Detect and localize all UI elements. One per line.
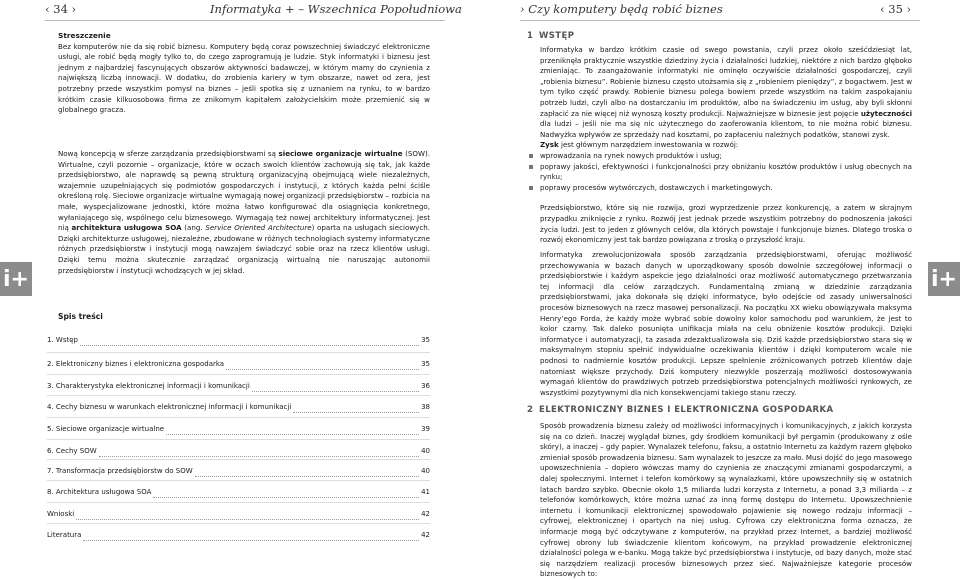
toc-item-label: 6. Cechy SOW bbox=[47, 447, 97, 455]
toc-title: Spis treści bbox=[58, 312, 103, 321]
toc-separator bbox=[47, 352, 430, 353]
toc-separator bbox=[47, 395, 430, 396]
left-page-number-prefix: ‹ bbox=[45, 2, 54, 16]
abstract-text: Bez komputerów nie da się robić biznesu. Komputery będą coraz powszechniej świadczyć elektroniczne usługi, ale robić będą mogły tylko to, do czego zaprogramują je ludzie. Styk informatyki i biznesu jest jednym z najbardziej fascynujących obszarów aktywności badawczej, w którym mamy do czynienia z największą liczbą innowacji. W dodatku, do zrobienia kariery w tym obszarze, nawet od zera, jest potrzebny przede wszystkim pomysł na biznes – jeśli spotka się z uznaniem na rynku, to w bardzo krótkim czasie kilkuosobowa firma ze znikomym kapitałem założycielskim może przemienić się w globalnego gracza. bbox=[58, 41, 430, 115]
toc-item[interactable] bbox=[47, 335, 430, 349]
left-page-header: ‹ 34 › bbox=[45, 2, 77, 16]
right-running-title: › Czy komputery będą robić biznes bbox=[520, 2, 723, 16]
section-2-heading: 2 ELEKTRONICZNY BIZNES I ELEKTRONICZNA GOSPODARKA bbox=[527, 405, 834, 415]
toc-leader bbox=[76, 509, 419, 520]
left-running-title: Informatyka + – Wszechnica Popołudniowa bbox=[210, 2, 462, 16]
toc-item-label: 2. Elektroniczny biznes i elektroniczna gospodarka bbox=[47, 360, 225, 368]
toc-item-page: 42 bbox=[421, 510, 430, 518]
toc-leader bbox=[226, 359, 419, 370]
list-item: poprawy jakości, efektywności i funkcjonalności przy obniżaniu kosztów produktów i usług obecnych na rynku; bbox=[540, 161, 912, 182]
toc-item-page: 36 bbox=[421, 382, 430, 390]
toc-item-label: 3. Charakterystyka elektronicznej informacji i komunikacji bbox=[47, 382, 250, 390]
toc-item[interactable] bbox=[47, 359, 430, 373]
toc-item-label: 4. Cechy biznesu w warunkach elektronicznej informacji i komunikacji bbox=[47, 403, 292, 411]
toc-item-page: 42 bbox=[421, 531, 430, 539]
intro-paragraph: Nową koncepcją w sferze zarządzania przedsiębiorstwami są sieciowe organizacje wirtualne (SOW). Wirtualne, czyli pozornie – organizacje, które w oczach swoich klientów zachowują się tak, jak każde przedsiębiorstwo, ale naprawdę są pewną strukturą organizacyjną obejmującą wiele niezależnych, wzajemnie uzupełniających się podmiotów gospodarczych i instytucji, z których każda pełni ściśle określoną rolę. Sieciowe organizacje wirtualne wymagają nowej organizacji przedsiębiorstw – rozbicia na małe, wyspecjalizowane jednostki, które można łatwo konfigurować dla osiągnięcia konkretnego, wyłaniającego się, wspólnego celu biznesowego. Wymagają też nowej architektury informatycznej. Jest nią architektura usługowa SOA (ang. Service Oriented Architecture) oparta na usługach sieciowych. Dzięki architekturze usługowej, niezależne, zbudowane w różnych technologiach systemy informatyczne różnych przedsiębiorstw i instytucji mogą nawzajem świadczyć sobie oraz na rzecz klientów usługi. Dzięki temu można skutecznie zarządzać organizacją wirtualną nie naruszając autonomii przedsiębiorstw i instytucji wchodzących w jej skład. bbox=[58, 149, 430, 275]
toc-separator bbox=[47, 523, 430, 524]
toc-item[interactable] bbox=[47, 446, 430, 460]
toc-item-page: 35 bbox=[421, 336, 430, 344]
toc-item-label: 5. Sieciowe organizacje wirtualne bbox=[47, 425, 165, 433]
toc-item-page: 41 bbox=[421, 488, 430, 496]
list-item: poprawy procesów wytwórczych, dostawczych i marketingowych. bbox=[540, 183, 912, 194]
toc-item-page: 39 bbox=[421, 425, 430, 433]
abstract-title: Streszczenie bbox=[58, 31, 111, 40]
toc-leader bbox=[99, 446, 419, 457]
toc-separator bbox=[47, 439, 430, 440]
toc-item-label: Wnioski bbox=[47, 510, 75, 518]
left-page-number: 34 bbox=[53, 2, 68, 16]
term-soa: architektura usługowa SOA bbox=[71, 223, 182, 233]
header-rule-right bbox=[520, 20, 920, 21]
toc-leader bbox=[252, 381, 419, 392]
toc-item-label: Literatura bbox=[47, 531, 82, 539]
toc-leader bbox=[83, 530, 419, 541]
header-rule-left bbox=[45, 20, 445, 21]
toc-leader bbox=[80, 335, 419, 346]
abstract-block bbox=[58, 31, 430, 116]
section-1-body: Informatyka w bardzo krótkim czasie od swego powstania, czyli przez około sześćdziesiąt lat, przeniknęła praktycznie wszystkie dziedziny życia i działalności ludzkiej, niektóre z nich bardzo głęboko zmieniając. To zaangażowanie informatyki nie ominęło oczywiście działalności gospodarczej, czyli „robienia biznesu”. Robienie biznesu często utożsamia się z „robieniem pieniędzy”, z bogactwem. Jest w tym tylko część prawdy. Robienie biznesu polega bowiem przede wszystkim na takim zaspokajaniu potrzeb ludzi, czyli albo na dostarczaniu im produktów, albo na świadczeniu im usług, aby byli skłonni zapłacić za nie więcej niż wynoszą koszty produkcji. Najważniejsze w biznesie jest pojęcie użyteczności dla ludzi – jeśli nie ma się nic użytecznego do zaoferowania klientom, to nie można robić biznesu. Nadwyżka wpływów ze sprzedaży nad kosztami, po zapłaceniu należnych podatków, stanowi zysk. Zysk jest głównym narzędziem inwestowania w rozwój: wprowadzania na rynek nowych produktów i usług; poprawy jakości, efektywności i funkcjonalności przy obniżaniu kosztów produktów i usług obecnych na rynku; poprawy procesów wytwórczych, dostawczych i marketingowych. Przedsiębiorstwo, które się nie rozwija, grozi wyprzedzenie przez konkurencję, a zatem w skrajnym przypadku zniknięcie z rynku. Rozwój jest jednak przede wszystkim potrzebny do podnoszenia jakości życia ludzi. Jest to jeden z głównych celów, dla których powstaje i funkcjonuje biznes. Dlatego troska o rozwój ekonomiczny jest tak bardzo powiązana z troską o przyszłość kraju. bbox=[540, 45, 912, 245]
toc-separator bbox=[47, 417, 430, 418]
list-item: wprowadzania na rynek nowych produktów i usług; bbox=[540, 151, 912, 162]
toc-item[interactable] bbox=[47, 402, 430, 416]
toc-item[interactable] bbox=[47, 381, 430, 395]
toc-item-label: 8. Architektura usługowa SOA bbox=[47, 488, 152, 496]
section-1-heading: 1 WSTĘP bbox=[527, 31, 575, 41]
right-page-header: ‹ 35 › bbox=[880, 2, 912, 16]
logo-mark-right: i+ bbox=[928, 262, 960, 296]
toc-separator bbox=[47, 480, 430, 481]
toc-item[interactable] bbox=[47, 530, 430, 544]
toc-item-page: 38 bbox=[421, 403, 430, 411]
toc-leader bbox=[195, 466, 419, 477]
toc-leader bbox=[153, 487, 419, 498]
right-page-number: 35 bbox=[888, 2, 903, 16]
toc-item[interactable] bbox=[47, 487, 430, 501]
toc-item-page: 35 bbox=[421, 360, 430, 368]
development-list bbox=[540, 151, 912, 193]
logo-mark-left: i+ bbox=[0, 262, 32, 296]
toc-item-page: 40 bbox=[421, 467, 430, 475]
toc-item-label: 7. Transformacja przedsiębiorstw do SOW bbox=[47, 467, 193, 475]
section-1-body-continued: Informatyka zrewolucjonizowała sposób zarządzania przedsiębiorstwami, oferując możliwość przechowywania w bazach danych w uporządkowany sposób dowolnie szczegółowej informacji o przedsiębiorstwie i każdym aspekcie jego działalności oraz możliwość automatycznego przetwarzania tej informacji dla celów zarządczych. Fundamentalną zmianą w dziedzinie zarządzania przedsiębiorstwami, jaka dokonała się dzięki informatyce, było odejście od zasady uniwersalności procesów biznesowych na rzecz masowej personalizacji. Na początku XX wieku obowiązywała maksyma Henry’ego Forda, że każdy może wybrać sobie dowolny kolor samochodu pod warunkiem, że jest to kolor czarny. Tak daleko posunięta unifikacja miała na celu obniżenie kosztów produkcji. Dzięki informatyce i automatyzacji, ta zasada zdezaktualizowała się. Dziś każde przedsiębiorstwo stara się w maksymalnym stopniu spełnić indywidualne oczekiwania klientów i dzięki komputerom wcale nie podnosi to nadmiernie kosztów produkcji. Lepsze spełnienie zróżnicowanych potrzeb klientów daje natomiast większe przychody. Dziś komputery niezwykle poszerzają możliwości dostosowywania wymagań klientów do prawdziwych potrzeb przedsiębiorstwa potencjalnych możliwości rynkowych, ze wszystkimi pozytywnymi dla nich konsekwencjami takiego stanu rzeczy. bbox=[540, 250, 912, 397]
toc-item[interactable] bbox=[47, 509, 430, 523]
toc-item-page: 40 bbox=[421, 447, 430, 455]
toc-item[interactable] bbox=[47, 466, 430, 480]
toc-item[interactable] bbox=[47, 424, 430, 438]
toc-leader bbox=[166, 424, 419, 435]
section-2-body: Sposób prowadzenia biznesu zależy od możliwości informacyjnych i komunikacyjnych, z jakich korzysta się na co dzień. Inaczej wyglądał biznes, gdy środkiem komunikacji był pergamin (produkowany z ośle skóry), a inaczej – gdy papier. Wynalazek telefonu, faksu, a ostatnio Internetu za każdym razem głęboko zmieniał sposób prowadzenia biznesu. Sam wynalazek to jeszcze za mało. Musi dojść do jego masowego upowszechnienia – dopiero wówczas mamy do czynienia ze znaczącymi zmianami gospodarczymi, a dalej społecznymi. Internet i telefon komórkowy są wynalazkami, które upowszechniły się w ostatnich latach bardzo szybko. Obecnie około 1,5 miliarda ludzi korzysta z Internetu, a ponad 3,3 miliarda – z telefonów komórkowych, które można uznać za inną formę dostępu do Internetu. Upowszechnienie internetu i komunikacji elektronicznej spowodowało pojawienie się nowego rodzaju informacji – cyfrowej, elektronicznej i opartych na niej usług. Cyfrowa czy elektroniczna forma oznacza, że informacje mogą być odczytywane z komputerów, na przykład przez Internet, a bardziej możliwość cyfrowej obrony lub świadczenie klientom końcowym, na przykład prowadzenie elektronicznej działalności polega w e-banku. Mogą także być przedsiębiorstwa i instytucje, od bazy danych, może stać się narzędziem realizacji procesów biznesowych przez sieć. Najważniejsze kategorie procesów biznesowych to: bbox=[540, 421, 912, 579]
toc-item-label: 1. Wstęp bbox=[47, 336, 78, 344]
toc-leader bbox=[293, 402, 419, 413]
toc-separator bbox=[47, 374, 430, 375]
term-sow: sieciowe organizacje wirtualne bbox=[278, 149, 403, 158]
toc-separator bbox=[47, 459, 430, 460]
toc-separator bbox=[47, 502, 430, 503]
